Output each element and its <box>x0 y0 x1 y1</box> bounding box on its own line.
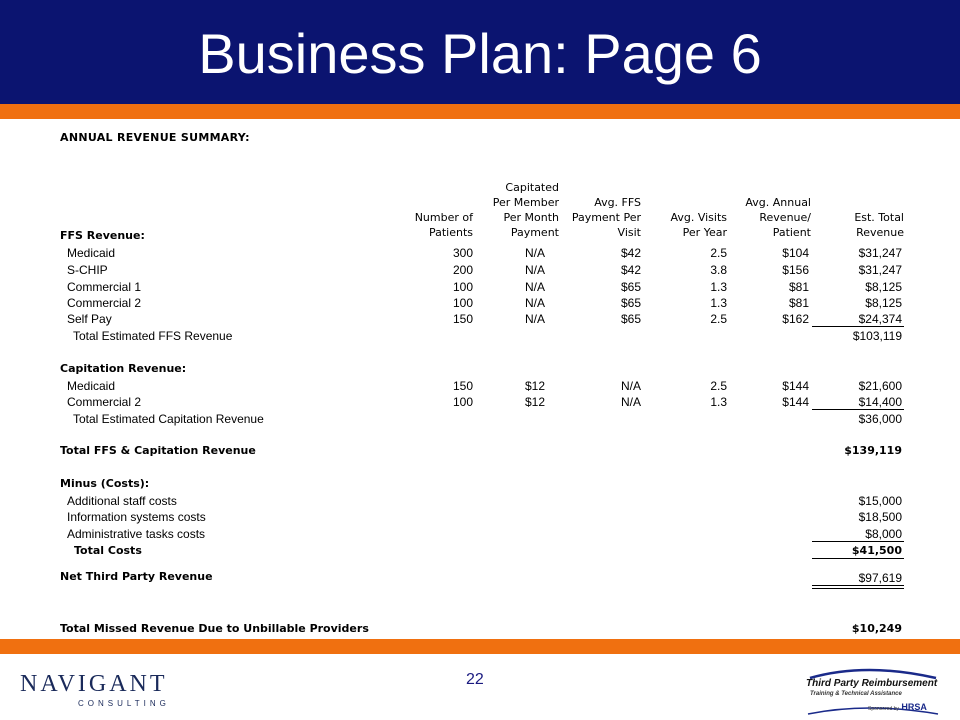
ffs-payment-cell: $65 <box>620 280 641 294</box>
row-label: Medicaid <box>67 379 116 393</box>
double-underline <box>812 585 904 589</box>
hrsa-wordmark: HRSA <box>901 702 927 712</box>
table-row <box>0 295 960 311</box>
tpr-sponsor <box>868 702 927 712</box>
costs-total-label: Total Costs <box>74 544 142 557</box>
visits-cell: 1.3 <box>710 296 727 310</box>
table-row <box>0 493 960 509</box>
annual-revenue-cell: $81 <box>788 296 809 310</box>
table-row <box>0 394 960 410</box>
row-label: Commercial 2 <box>67 296 142 310</box>
table-row <box>0 262 960 278</box>
combined-total-row <box>0 443 960 459</box>
capitated-cell: N/A <box>524 296 545 310</box>
capitated-cell: N/A <box>524 246 545 260</box>
total-revenue-cell: $24,374 <box>858 312 902 326</box>
annual-revenue-cell: $156 <box>782 263 809 277</box>
ffs-payment-cell: $65 <box>620 296 641 310</box>
total-revenue-cell: $8,000 <box>865 527 902 541</box>
tpr-sponsor-prefix: Sponsored by <box>868 706 899 712</box>
ffs-payment-cell: N/A <box>620 395 641 409</box>
net-revenue-value: $97,619 <box>858 571 902 585</box>
net-revenue-label: Net Third Party Revenue <box>60 570 213 583</box>
table-row <box>0 311 960 327</box>
combined-total-value: $139,119 <box>844 444 902 457</box>
subtotal-underline <box>812 409 904 410</box>
visits-cell: 2.5 <box>710 312 727 326</box>
row-label: Self Pay <box>67 312 112 326</box>
header-ffs-payment: Avg. FFS Payment Per Visit <box>571 196 641 239</box>
row-label: Administrative tasks costs <box>67 527 206 541</box>
visits-cell: 2.5 <box>710 246 727 260</box>
ffs-payment-cell: N/A <box>620 379 641 393</box>
header-total-revenue: Est. Total Revenue <box>854 211 904 239</box>
capitation-section-label: Capitation Revenue: <box>60 362 187 375</box>
costs-total-value: $41,500 <box>851 544 902 557</box>
visits-cell: 1.3 <box>710 395 727 409</box>
capitated-cell: N/A <box>524 312 545 326</box>
row-label: Additional staff costs <box>67 494 177 508</box>
visits-cell: 2.5 <box>710 379 727 393</box>
capitated-cell: N/A <box>524 263 545 277</box>
bottom-accent-stripe <box>0 639 960 654</box>
navigant-logo <box>20 672 170 708</box>
annual-revenue-cell: $81 <box>788 280 809 294</box>
navigant-subtitle: CONSULTING <box>78 699 170 708</box>
capitation-total-label: Total Estimated Capitation Revenue <box>73 412 264 426</box>
total-revenue-cell: $18,500 <box>858 510 902 524</box>
ffs-total-label: Total Estimated FFS Revenue <box>73 329 233 343</box>
annual-revenue-cell: $144 <box>782 395 809 409</box>
annual-revenue-cell: $104 <box>782 246 809 260</box>
visits-cell: 3.8 <box>710 263 727 277</box>
missed-revenue-row <box>0 621 960 637</box>
header-capitated: Capitated Per Member Per Month Payment <box>492 181 559 239</box>
annual-revenue-cell: $162 <box>782 312 809 326</box>
ffs-total-value: $103,119 <box>852 329 902 343</box>
row-label: Commercial 2 <box>67 395 142 409</box>
capitation-total-value: $36,000 <box>858 412 902 426</box>
visits-cell: 1.3 <box>710 280 727 294</box>
row-label: Commercial 1 <box>67 280 142 294</box>
patients-cell: 100 <box>452 296 473 310</box>
total-revenue-cell: $8,125 <box>865 296 902 310</box>
capitation-section-row <box>0 361 960 377</box>
tpr-subtitle: Training & Technical Assistance <box>810 691 902 697</box>
missed-revenue-label: Total Missed Revenue Due to Unbillable Providers <box>60 622 369 635</box>
ffs-section-label: FFS Revenue: <box>60 229 145 242</box>
patients-cell: 100 <box>452 280 473 294</box>
header-annual-revenue: Avg. Annual Revenue/ Patient <box>745 196 811 239</box>
costs-total-row <box>0 543 960 559</box>
patients-cell: 150 <box>452 379 473 393</box>
page-number: 22 <box>466 671 484 688</box>
costs-section-label: Minus (Costs): <box>60 477 150 490</box>
annual-revenue-cell: $144 <box>782 379 809 393</box>
capitated-cell: $12 <box>524 395 545 409</box>
capitated-cell: N/A <box>524 280 545 294</box>
total-revenue-cell: $14,400 <box>858 395 902 409</box>
table-row <box>0 526 960 542</box>
total-revenue-cell: $31,247 <box>858 246 902 260</box>
tpr-title: Third Party Reimbursement <box>806 678 938 689</box>
ffs-total-row <box>0 328 960 344</box>
table-row <box>0 509 960 525</box>
combined-total-label: Total FFS & Capitation Revenue <box>60 444 256 457</box>
ffs-payment-cell: $42 <box>620 263 641 277</box>
row-label: S-CHIP <box>67 263 108 277</box>
subtotal-underline <box>812 326 904 327</box>
total-revenue-cell: $31,247 <box>858 263 902 277</box>
ffs-section-row <box>0 228 960 244</box>
capitation-total-row <box>0 411 960 427</box>
subtotal-underline <box>812 558 904 559</box>
table-row <box>0 378 960 394</box>
patients-cell: 100 <box>452 395 473 409</box>
slide-title: Business Plan: Page 6 <box>198 22 762 85</box>
table-row <box>0 279 960 295</box>
patients-cell: 200 <box>452 263 473 277</box>
summary-heading: ANNUAL REVENUE SUMMARY: <box>60 131 250 144</box>
subtotal-underline <box>812 541 904 542</box>
top-accent-stripe <box>0 104 960 119</box>
total-revenue-cell: $15,000 <box>858 494 902 508</box>
total-revenue-cell: $8,125 <box>865 280 902 294</box>
patients-cell: 300 <box>452 246 473 260</box>
table-row <box>0 245 960 261</box>
missed-revenue-value: $10,249 <box>851 622 902 635</box>
header-patients: Number of Patients <box>414 211 473 239</box>
navigant-wordmark: NAVIGANT <box>20 671 168 697</box>
patients-cell: 150 <box>452 312 473 326</box>
row-label: Information systems costs <box>67 510 206 524</box>
tpr-logo <box>806 664 942 716</box>
ffs-payment-cell: $42 <box>620 246 641 260</box>
header-visits: Avg. Visits Per Year <box>670 211 727 239</box>
row-label: Medicaid <box>67 246 116 260</box>
total-revenue-cell: $21,600 <box>858 379 902 393</box>
costs-section-row <box>0 476 960 492</box>
capitated-cell: $12 <box>524 379 545 393</box>
ffs-payment-cell: $65 <box>620 312 641 326</box>
net-revenue-row <box>0 569 960 585</box>
